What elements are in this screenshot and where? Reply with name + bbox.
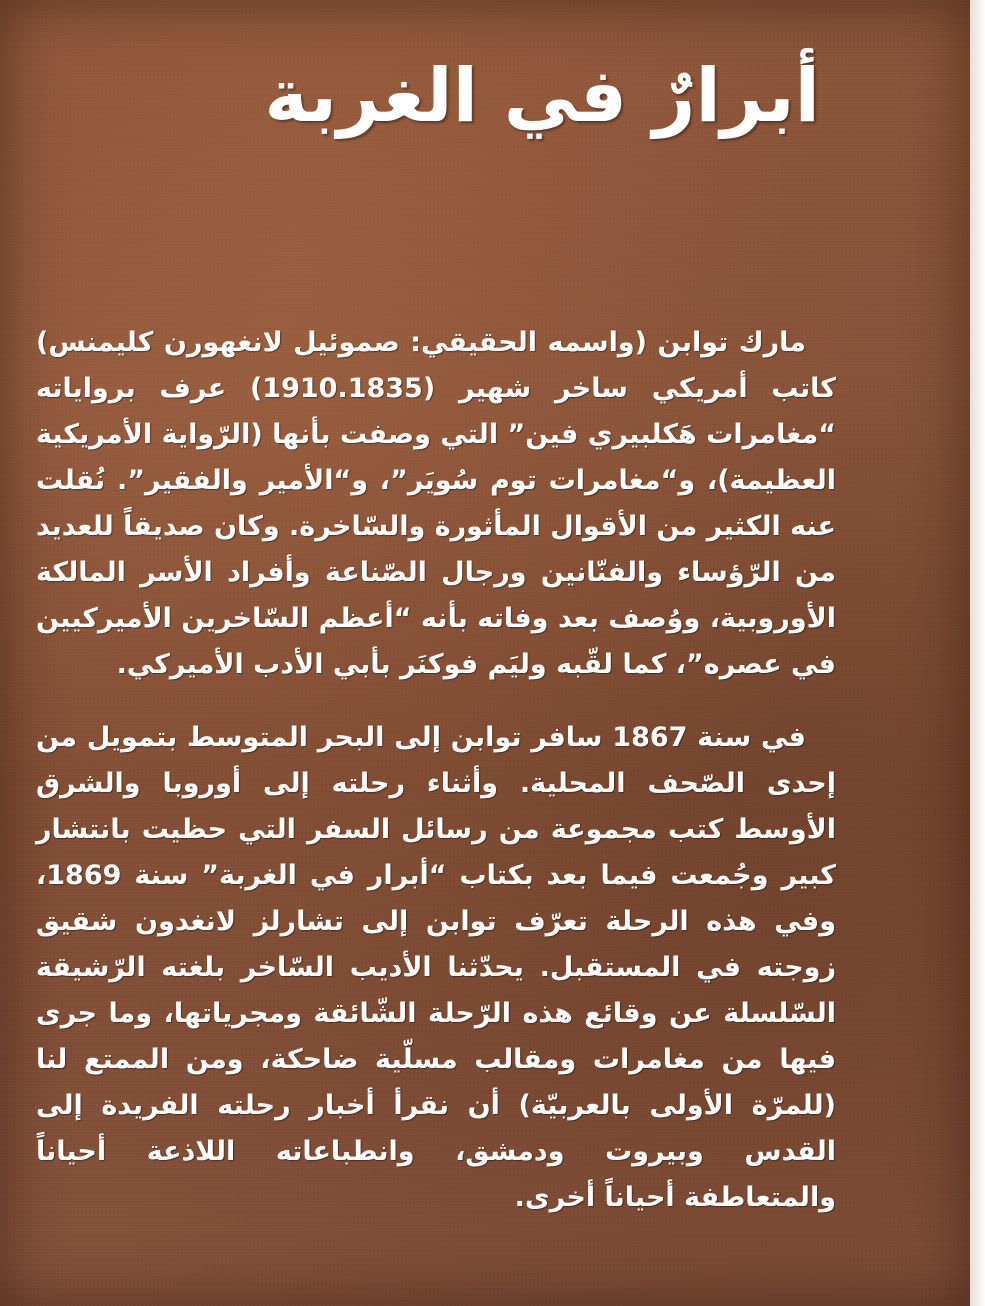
scan-edge — [970, 0, 985, 1306]
blurb-text — [36, 320, 836, 1221]
blurb-paragraph-1: مارك توابن (واسمه الحقيقي: صموئيل لانغهورن كليمنس) كاتب أمريكي ساخر شهير (1910.1835) عرف برواياته “مغامرات هَكلبيري فين” التي وصفت بأنها (الرّواية الأمريكية العظيمة)، و“مغامرات توم سُويَر”، و“الأمير والفقير”. نُقلت عنه الكثير من الأقوال المأثورة والسّاخرة. وكان صديقاً للعديد من الرّؤساء والفنّانين ورجال الصّناعة وأفراد الأسر المالكة الأوروبية، ووُصف بعد وفاته بأنه “أعظم السّاخرين الأميركيين في عصره”، كما لقّبه وليَم فوكنَر بأبي الأدب الأميركي. — [36, 327, 836, 680]
blurb-paragraph-2: في سنة 1867 سافر توابن إلى البحر المتوسط بتمويل من إحدى الصّحف المحلية. وأثناء رحلته إلى أوروبا والشرق الأوسط كتب مجموعة من رسائل السفر التي حظيت بانتشار كبير وجُمعت فيما بعد بكتاب “أبرار في الغربة” سنة 1869، وفي هذه الرحلة تعرّف توابن إلى تشارلز لانغدون شقيق زوجته في المستقبل. يحدّثنا الأديب السّاخر بلغته الرّشيقة السّلسلة عن وقائع هذه الرّحلة الشّائقة ومجرياتها، وما جرى فيها من مغامرات ومقالب مسلّية ضاحكة، ومن الممتع لنا (للمرّة الأولى بالعربيّة) أن نقرأ أخبار رحلته الفريدة إلى القدس وبيروت ودمشق، وانطباعاته اللاذعة أحياناً والمتعاطفة أحياناً أخرى. — [36, 722, 836, 1213]
book-title: أبرارٌ في الغربة — [264, 53, 820, 139]
